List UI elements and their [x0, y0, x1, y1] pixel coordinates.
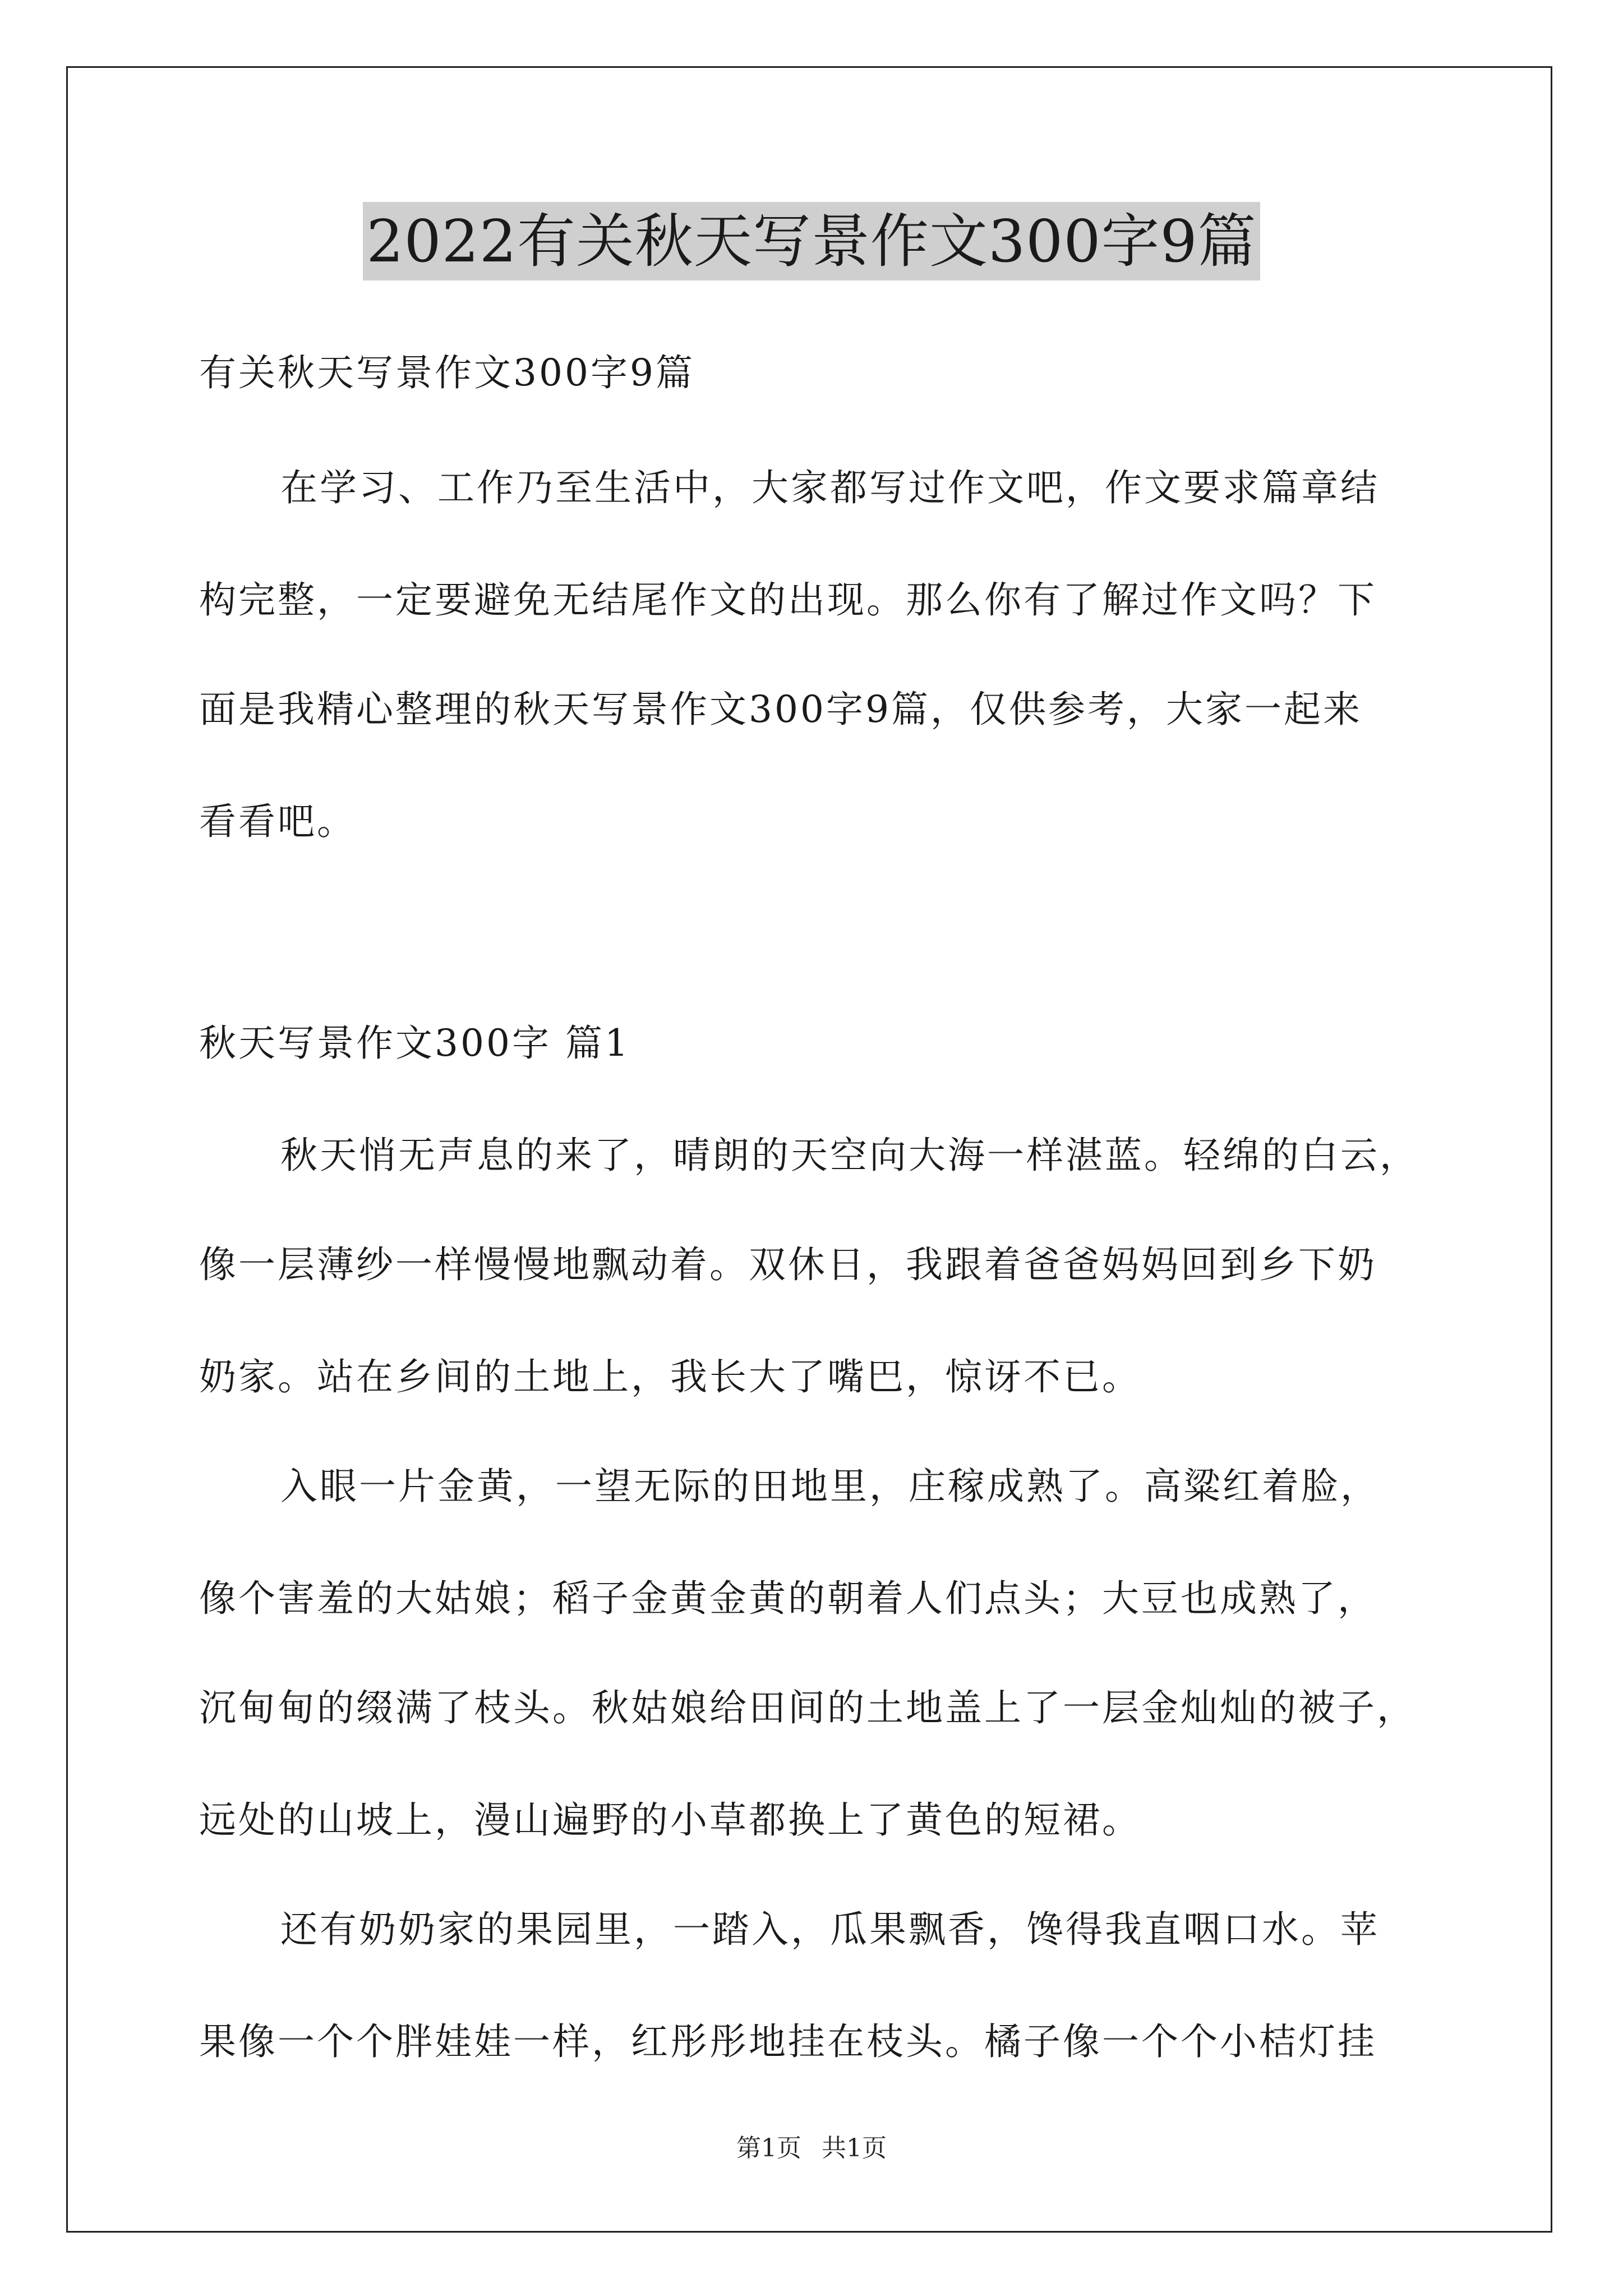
page-number-current: 第1页: [736, 2134, 801, 2162]
paragraph3-line-2: 果像一个个胖娃娃一样，红彤彤地挂在枝头。橘子像一个个小桔灯挂: [199, 2020, 1377, 2063]
document-title: 2022有关秋天写景作文300字9篇: [363, 202, 1260, 280]
paragraph1-line-3: 奶家。站在乡间的土地上，我长大了嘴巴，惊讶不已。: [199, 1355, 1141, 1398]
paragraph2-line-1: 入眼一片金黄，一望无际的田地里，庄稼成熟了。高粱红着脸，: [280, 1465, 1380, 1508]
section-heading: 秋天写景作文300字 篇1: [199, 1022, 630, 1065]
paragraph3-line-1: 还有奶奶家的果园里，一踏入，瓜果飘香，馋得我直咽口水。苹: [280, 1908, 1380, 1951]
title-container: [0, 202, 1623, 280]
intro-line-2: 构完整，一定要避免无结尾作文的出现。那么你有了解过作文吗？下: [199, 578, 1377, 622]
paragraph2-line-3: 沉甸甸的缀满了枝头。秋姑娘给田间的土地盖上了一层金灿灿的被子，: [199, 1686, 1416, 1729]
document-subtitle: 有关秋天写景作文300字9篇: [199, 351, 695, 394]
paragraph2-line-2: 像个害羞的大姑娘；稻子金黄金黄的朝着人们点头；大豆也成熟了，: [199, 1577, 1377, 1620]
intro-line-4: 看看吧。: [199, 800, 356, 843]
intro-line-3: 面是我精心整理的秋天写景作文300字9篇，仅供参考，大家一起来: [199, 688, 1362, 731]
paragraph1-line-1: 秋天悄无声息的来了，晴朗的天空向大海一样湛蓝。轻绵的白云，: [280, 1134, 1419, 1177]
page-footer: [0, 2132, 1623, 2165]
page-number-total: 共1页: [822, 2134, 887, 2162]
paragraph2-line-4: 远处的山坡上，漫山遍野的小草都换上了黄色的短裙。: [199, 1798, 1141, 1842]
paragraph1-line-2: 像一层薄纱一样慢慢地飘动着。双休日，我跟着爸爸妈妈回到乡下奶: [199, 1243, 1377, 1286]
intro-line-1: 在学习、工作乃至生活中，大家都写过作文吧，作文要求篇章结: [280, 466, 1380, 509]
